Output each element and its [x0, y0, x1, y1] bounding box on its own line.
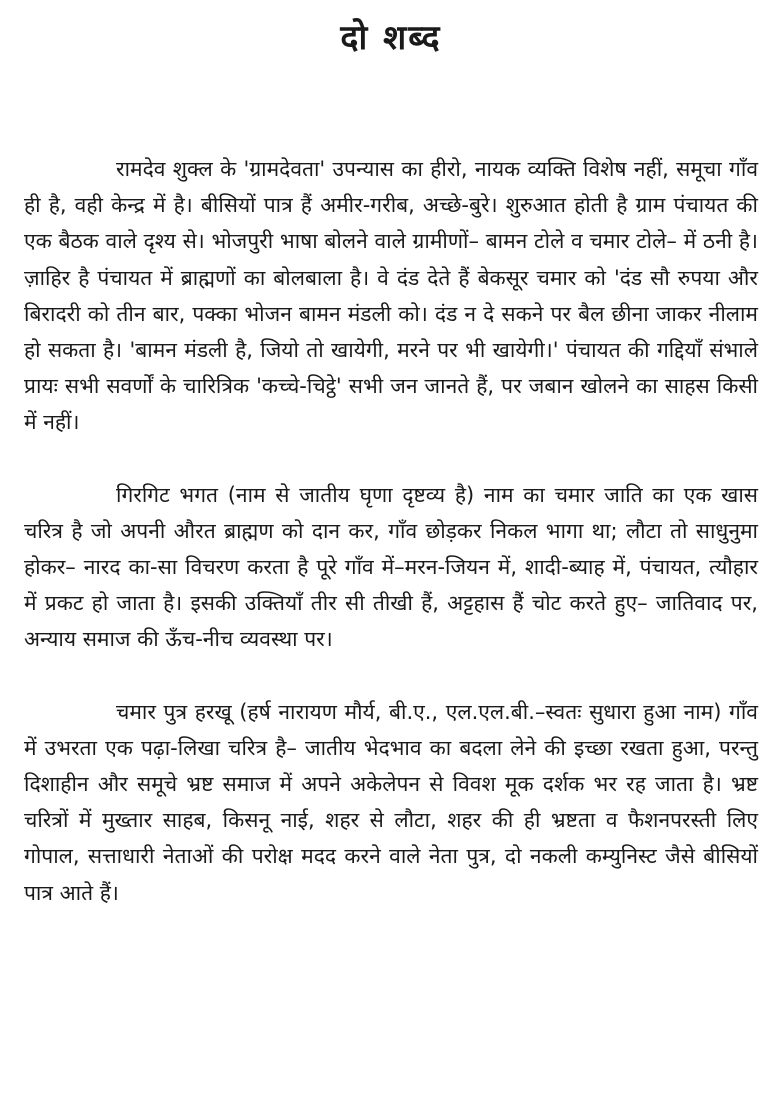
paragraph-2: गिरगिट भगत (नाम से जातीय घृणा दृष्टव्य है) नाम का चमार जाति का एक खास चरित्र है जो अपनी औरत ब्राह्मण को दान कर, गाँव छोड़कर निकल भागा था; लौटा तो साधुनुमा होकर– नारद का-सा विचरण करता है पूरे गाँव में–मरन-जियन में, शादी-ब्याह में, पंचायत, त्यौहार में प्रकट हो जाता है। इसकी उक्तियाँ तीर सी तीखी हैं, अट्टहास हैं चोट करते हुए– जातिवाद पर, अन्याय समाज की ऊँच-नीच व्यवस्था पर।	[24, 482, 758, 652]
paragraph-1: रामदेव शुक्ल के 'ग्रामदेवता' उपन्यास का हीरो, नायक व्यक्ति विशेष नहीं, समूचा गाँव ही है, वही केन्द्र में है। बीसियों पात्र हैं अमीर-गरीब, अच्छे-बुरे। शुरुआत होती है ग्राम पंचायत की एक बैठक वाले दृश्य से। भोजपुरी भाषा बोलने वाले ग्रामीणों– बामन टोले व चमार टोले– में ठनी है। ज़ाहिर है पंचायत में ब्राह्मणों का बोलबाला है। वे दंड देते हैं बेकसूर चमार को 'दंड सौ रुपया और बिरादरी को तीन बार, पक्का भोजन बामन मंडली को। दंड न दे सकने पर बैल छीना जाकर नीलाम हो सकता है। 'बामन मंडली है, जियो तो खायेगी, मरने पर भी खायेगी।' पंचायत की गद्दियाँ संभाले प्रायः सभी सवर्णों के चारित्रिक 'कच्चे-चिट्ठे' सभी जन जानते हैं, पर जबान खोलने का साहस किसी में नहीं।	[24, 157, 758, 435]
page-title: दो शब्द	[340, 18, 442, 58]
paragraph-3: चमार पुत्र हरखू (हर्ष नारायण मौर्य, बी.ए., एल.एल.बी.–स्वतः सुधारा हुआ नाम) गाँव में उभरता एक पढ़ा-लिखा चरित्र है– जातीय भेदभाव का बदला लेने की इच्छा रखता हुआ, परन्तु दिशाहीन और समूचे भ्रष्ट समाज में अपने अकेलेपन से विवश मूक दर्शक भर रह जाता है। भ्रष्ट चरित्रों में मुख्तार साहब, किसनू नाई, शहर से लौटा, शहर की ही भ्रष्टता व फैशनपरस्ती लिए गोपाल, सत्ताधारी नेताओं की परोक्ष मदद करने वाले नेता पुत्र, दो नकली कम्युनिस्ट जैसे बीसियों पात्र आते हैं।	[24, 699, 758, 905]
